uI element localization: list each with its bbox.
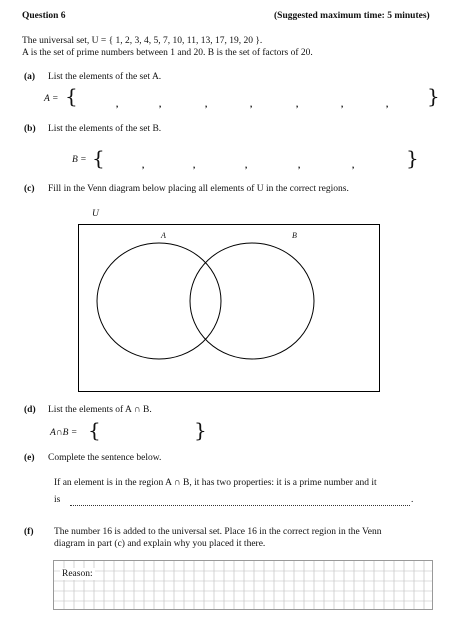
intersection-lhs: A∩B =: [50, 428, 78, 438]
set-b-close-brace: }: [406, 146, 419, 170]
set-a-comma: ,: [296, 99, 299, 109]
sentence-end-dot: .: [411, 495, 414, 505]
sentence-line-1: If an element is in the region A ∩ B, it has two properties: it is a prime number and it: [54, 478, 377, 488]
reason-label: Reason:: [62, 569, 93, 579]
part-f-label: (f): [24, 527, 34, 537]
set-b-comma: ,: [142, 160, 145, 170]
set-a-open-brace: {: [65, 84, 78, 108]
sentence-line-2: is: [54, 495, 61, 505]
sets-definition: A is the set of prime numbers between 1 and 20. B is the set of factors of 20.: [22, 48, 313, 58]
set-b-open-brace: {: [92, 146, 105, 170]
set-a-circle: [97, 243, 221, 359]
part-d-label: (d): [24, 405, 36, 415]
set-a-comma: ,: [205, 99, 208, 109]
set-b-comma: ,: [298, 160, 301, 170]
part-f-prompt-line-2: diagram in part (c) and explain why you placed it there.: [54, 539, 266, 549]
set-a-comma: ,: [116, 99, 119, 109]
part-e-prompt: Complete the sentence below.: [48, 453, 162, 463]
set-b-lhs: B =: [72, 155, 87, 165]
set-b-label: B: [292, 231, 297, 240]
set-a-comma: ,: [159, 99, 162, 109]
reason-answer-grid[interactable]: [53, 560, 433, 610]
set-a-lhs: A =: [44, 94, 59, 104]
part-b-label: (b): [24, 124, 36, 134]
part-c-prompt: Fill in the Venn diagram below placing all elements of U in the correct regions.: [48, 184, 349, 194]
answer-line[interactable]: [70, 505, 410, 506]
intersection-open-brace: {: [88, 418, 101, 442]
set-a-comma: ,: [386, 99, 389, 109]
intersection-close-brace: }: [194, 418, 207, 442]
set-b-circle: [190, 243, 314, 359]
part-d-prompt: List the elements of A ∩ B.: [48, 405, 152, 415]
venn-circles: [79, 225, 381, 393]
set-b-comma: ,: [245, 160, 248, 170]
universal-set-statement: The universal set, U = { 1, 2, 3, 4, 5, 7, 10, 11, 13, 17, 19, 20 }.: [22, 36, 263, 46]
part-f-prompt-line-1: The number 16 is added to the universal set. Place 16 in the correct region in the Venn: [54, 527, 382, 537]
set-a-close-brace: }: [427, 84, 440, 108]
set-a-comma: ,: [341, 99, 344, 109]
part-e-label: (e): [24, 453, 35, 463]
set-b-comma: ,: [352, 160, 355, 170]
part-b-prompt: List the elements of the set B.: [48, 124, 162, 134]
venn-diagram[interactable]: [78, 224, 380, 392]
question-title: Question 6: [22, 11, 66, 21]
universal-set-label: U: [92, 209, 99, 219]
time-note: (Suggested maximum time: 5 minutes): [274, 11, 430, 21]
set-a-label: A: [161, 231, 166, 240]
set-b-comma: ,: [193, 160, 196, 170]
set-a-comma: ,: [250, 99, 253, 109]
part-c-label: (c): [24, 184, 35, 194]
part-a-prompt: List the elements of the set A.: [48, 72, 162, 82]
grid-lines: [54, 561, 433, 610]
part-a-label: (a): [24, 72, 36, 82]
